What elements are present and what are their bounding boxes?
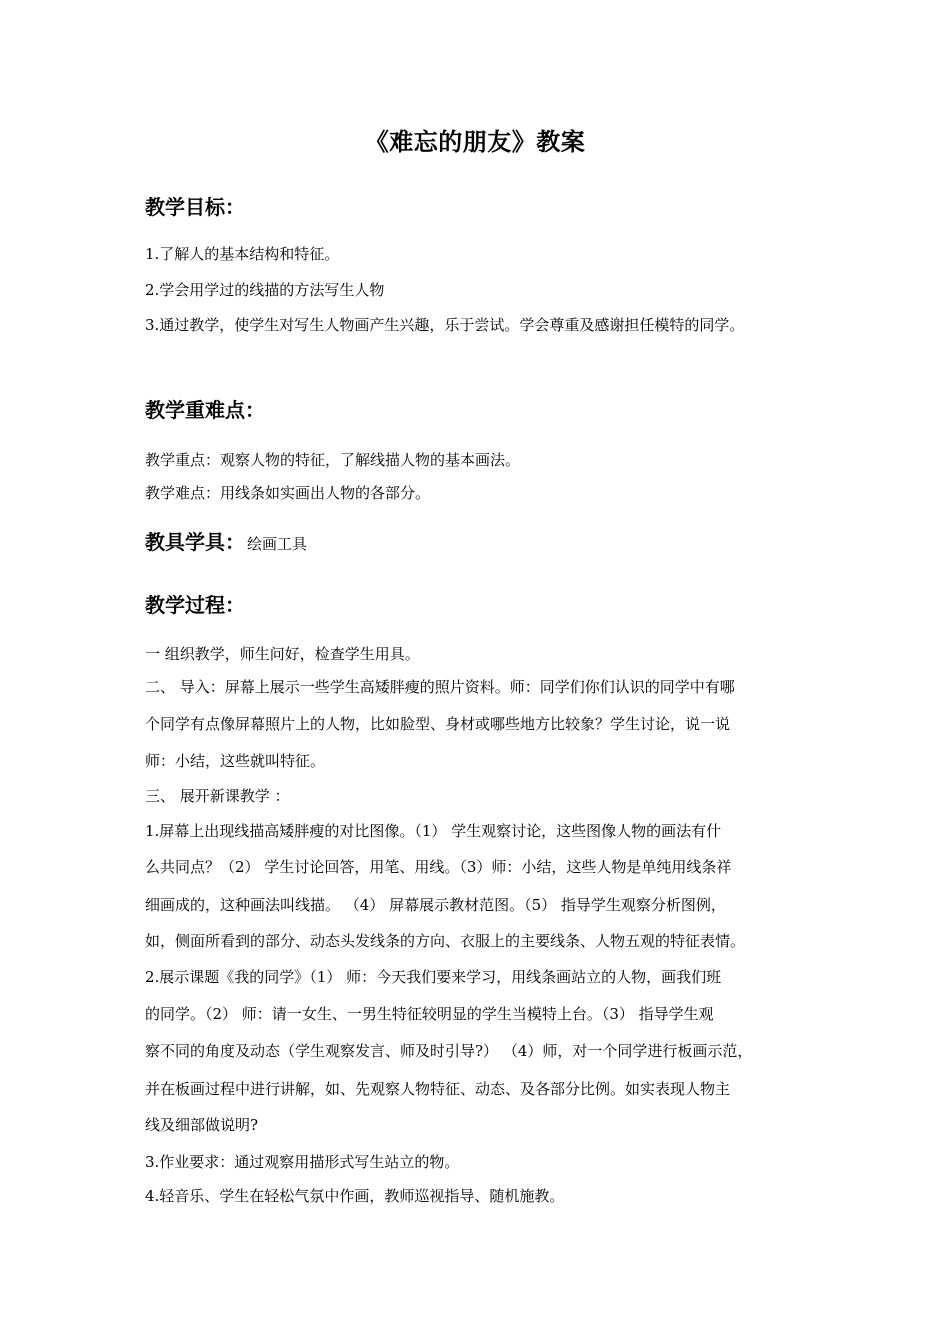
tools-heading-label: 教具学具： — [145, 530, 245, 554]
process-line: 3.作业要求：通过观察用描形式写生站立的物。 — [145, 1153, 460, 1171]
objective-item: 2.学会用学过的线描的方法写生人物 — [145, 281, 385, 299]
tools-text: 绘画工具 — [247, 535, 308, 553]
objective-item: 3.通过教学，使学生对写生人物画产生兴趣，乐于尝试。学会尊重及感谢担任模特的同学。 — [145, 316, 745, 334]
key-points-heading: 教学重难点： — [145, 398, 265, 422]
process-line: 4.轻音乐、学生在轻松气氛中作画，教师巡视指导、随机施教。 — [145, 1187, 565, 1205]
objectives-heading: 教学目标： — [145, 195, 245, 219]
process-line: 一 组织教学，师生问好，检查学生用具。 — [145, 645, 420, 663]
process-line: 师：小结，这些就叫特征。 — [145, 752, 326, 770]
process-heading: 教学过程： — [145, 593, 245, 617]
process-line: 2.展示课题《我的同学》（1） 师：今天我们要来学习，用线条画站立的人物，画我们班 — [145, 968, 722, 986]
document-title: 《难忘的朋友》教案 — [364, 128, 586, 156]
process-line: 并在板画过程中进行讲解，如、先观察人物特征、动态、及各部分比例。如实表现人物主 — [145, 1080, 731, 1098]
process-line: 的同学。（2） 师：请一女生、一男生特征较明显的学生当模特上台。（3） 指导学生观 — [145, 1005, 714, 1023]
process-line: 如，侧面所看到的部分、动态头发线条的方向、衣服上的主要线条、人物五观的特征表情。 — [145, 932, 746, 950]
objective-item: 1.了解人的基本结构和特征。 — [145, 245, 340, 263]
process-line: 么共同点？（2） 学生讨论回答，用笔、用线。（3）师：小结，这些人物是单纯用线条祥 — [145, 858, 732, 876]
process-line: 二、 导入：屏幕上展示一些学生高矮胖瘦的照片资料。师：同学们你们认识的同学中有哪 — [145, 678, 735, 696]
key-point-item: 教学难点：用线条如实画出人物的各部分。 — [145, 484, 431, 502]
key-point-item: 教学重点：观察人物的特征，了解线描人物的基本画法。 — [145, 451, 521, 469]
process-line: 三、 展开新课教学 ： — [145, 787, 290, 805]
process-line: 线及细部做说明? — [145, 1116, 259, 1134]
process-line: 察不同的角度及动态（学生观察发言、师及时引导?） （4）师，对一个同学进行板画示范， — [145, 1042, 753, 1060]
process-line: 细画成的，这种画法叫线描。 （4） 屏幕展示教材范图。（5） 指导学生观察分析图例， — [145, 896, 726, 914]
process-line: 个同学有点像屏幕照片上的人物，比如脸型、身材或哪些地方比较象？学生讨论，说一说 — [145, 715, 731, 733]
tools-heading — [145, 527, 307, 559]
process-line: 1.屏幕上出现线描高矮胖瘦的对比图像。（1） 学生观察讨论，这些图像人物的画法有什 — [145, 822, 722, 840]
